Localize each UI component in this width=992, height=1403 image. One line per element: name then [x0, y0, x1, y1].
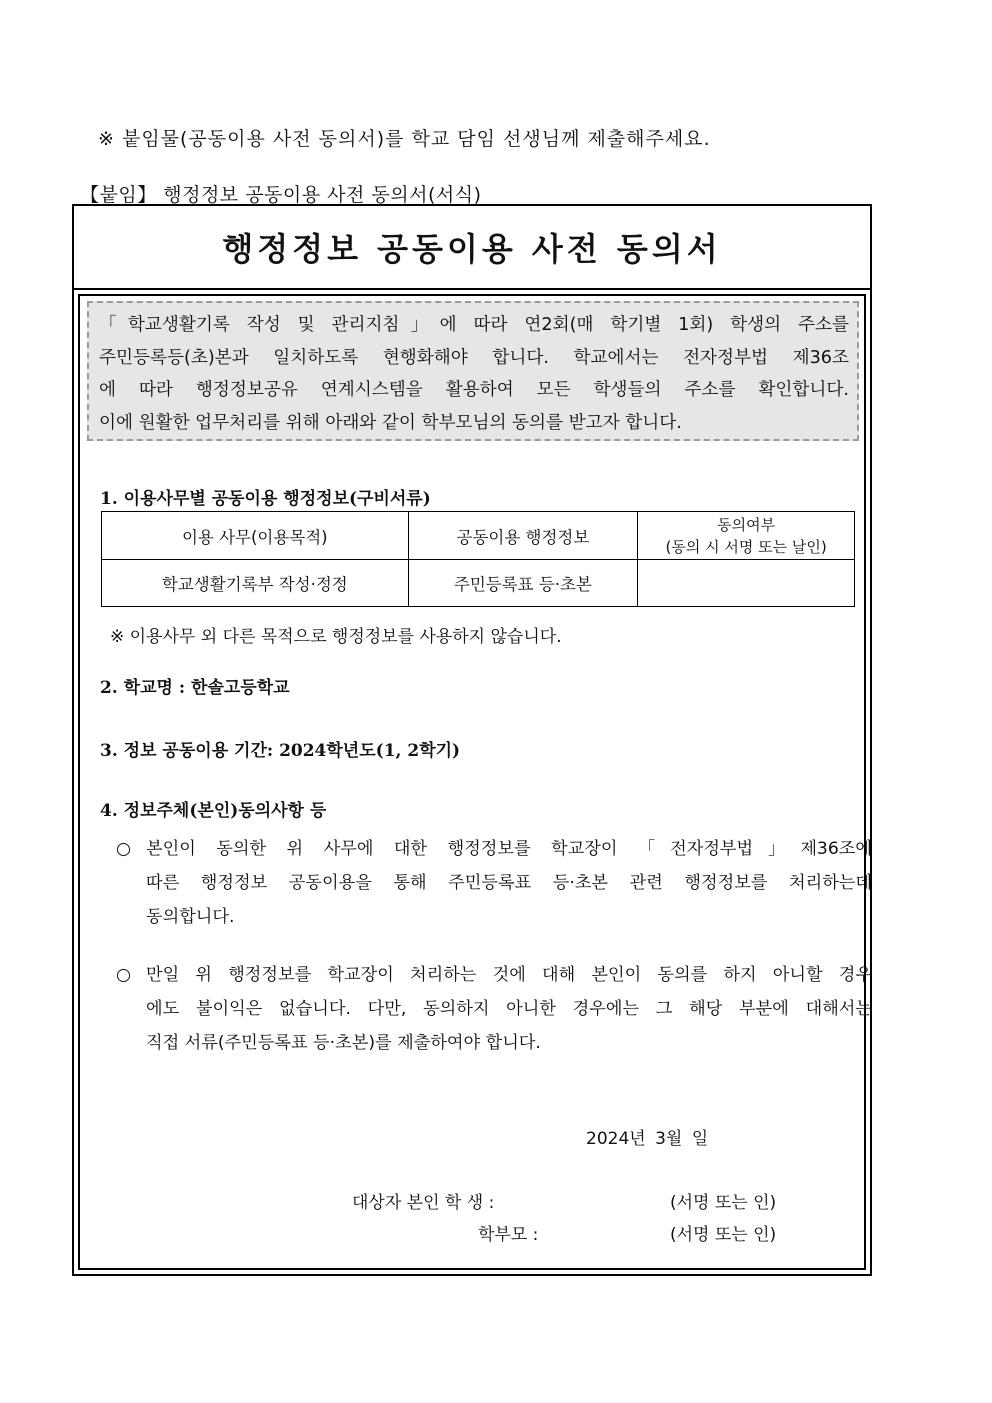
bullet-line: 만일 위 행정정보를 학교장이 처리하는 것에 대해 본인이 동의를 하지 아니할 경우	[146, 965, 872, 985]
cell-purpose: 학교생활기록부 작성·정정	[102, 560, 409, 607]
section-3-period: 3. 정보 공동이용 기간: 2024학년도(1, 2학기)	[100, 741, 461, 761]
consent-signature-cell[interactable]	[638, 560, 855, 607]
section-2-school-name: 2. 학교명 : 한솔고등학교	[100, 678, 290, 698]
bullet-line: 에도 불이익은 없습니다. 다만, 동의하지 아니한 경우에는 그 해당 부분에 대해서는	[146, 999, 872, 1019]
form-date: 2024년 3월 일	[586, 1129, 709, 1149]
header-purpose: 이용 사무(이용목적)	[102, 512, 409, 560]
parent-signature-hint[interactable]: (서명 또는 인)	[670, 1225, 777, 1245]
parent-signature-label: 학부모 :	[478, 1225, 539, 1245]
bullet-line: 동의합니다.	[146, 907, 235, 927]
table-header-row	[102, 512, 855, 560]
usage-table	[101, 511, 855, 607]
form-title: 행정정보 공동이용 사전 동의서	[222, 230, 722, 268]
submission-notice: ※ 붙임물(공동이용 사전 동의서)를 학교 담임 선생님께 제출해주세요.	[98, 128, 711, 150]
header-consent-line1: 동의여부	[717, 515, 776, 534]
header-consent-line2: (동의 시 서명 또는 날인)	[665, 537, 827, 556]
table-note: ※ 이용사무 외 다른 목적으로 행정정보를 사용하지 않습니다.	[110, 627, 562, 647]
bullet-circle-icon: ○	[116, 839, 131, 859]
student-signature-hint[interactable]: (서명 또는 인)	[670, 1193, 777, 1213]
bullet-line: 직접 서류(주민등록표 등·초본)를 제출하여야 합니다.	[146, 1033, 541, 1053]
header-consent	[638, 512, 855, 560]
intro-line: 에 따라 행정정보공유 연계시스템을 활용하여 모든 학생들의 주소를 확인합니다.	[99, 380, 849, 400]
header-info: 공동이용 행정정보	[408, 512, 638, 560]
intro-line: 주민등록등(초)본과 일치하도록 현행화해야 합니다. 학교에서는 전자정부법 제36조	[99, 347, 849, 368]
consent-form-frame	[72, 204, 872, 1276]
intro-line: 「학교생활기록 작성 및 관리지침」에 따라 연2회(매 학기별 1회) 학생의 주소를	[99, 315, 849, 335]
cell-info: 주민등록표 등·초본	[408, 560, 638, 607]
bullet-line: 따른 행정정보 공동이용을 통해 주민등록표 등·초본 관련 행정정보를 처리하는데	[146, 873, 872, 893]
bullet-line: 본인이 동의한 위 사무에 대한 행정정보를 학교장이 「전자정부법」제36조에	[146, 839, 872, 859]
student-signature-label: 대상자 본인 학 생 :	[352, 1193, 495, 1213]
attachment-label: 【붙임】 행정정보 공동이용 사전 동의서(서식)	[80, 184, 482, 206]
section-4-title: 4. 정보주체(본인)동의사항 등	[100, 801, 327, 821]
section-1-title: 1. 이용사무별 공동이용 행정정보(구비서류)	[100, 489, 431, 509]
intro-paragraph	[87, 301, 859, 441]
form-body	[78, 294, 872, 1270]
form-title-box	[74, 206, 870, 290]
bullet-circle-icon: ○	[116, 965, 131, 985]
intro-line: 이에 원활한 업무처리를 위해 아래와 같이 학부모님의 동의를 받고자 합니다.	[99, 412, 682, 433]
table-row	[102, 560, 855, 607]
